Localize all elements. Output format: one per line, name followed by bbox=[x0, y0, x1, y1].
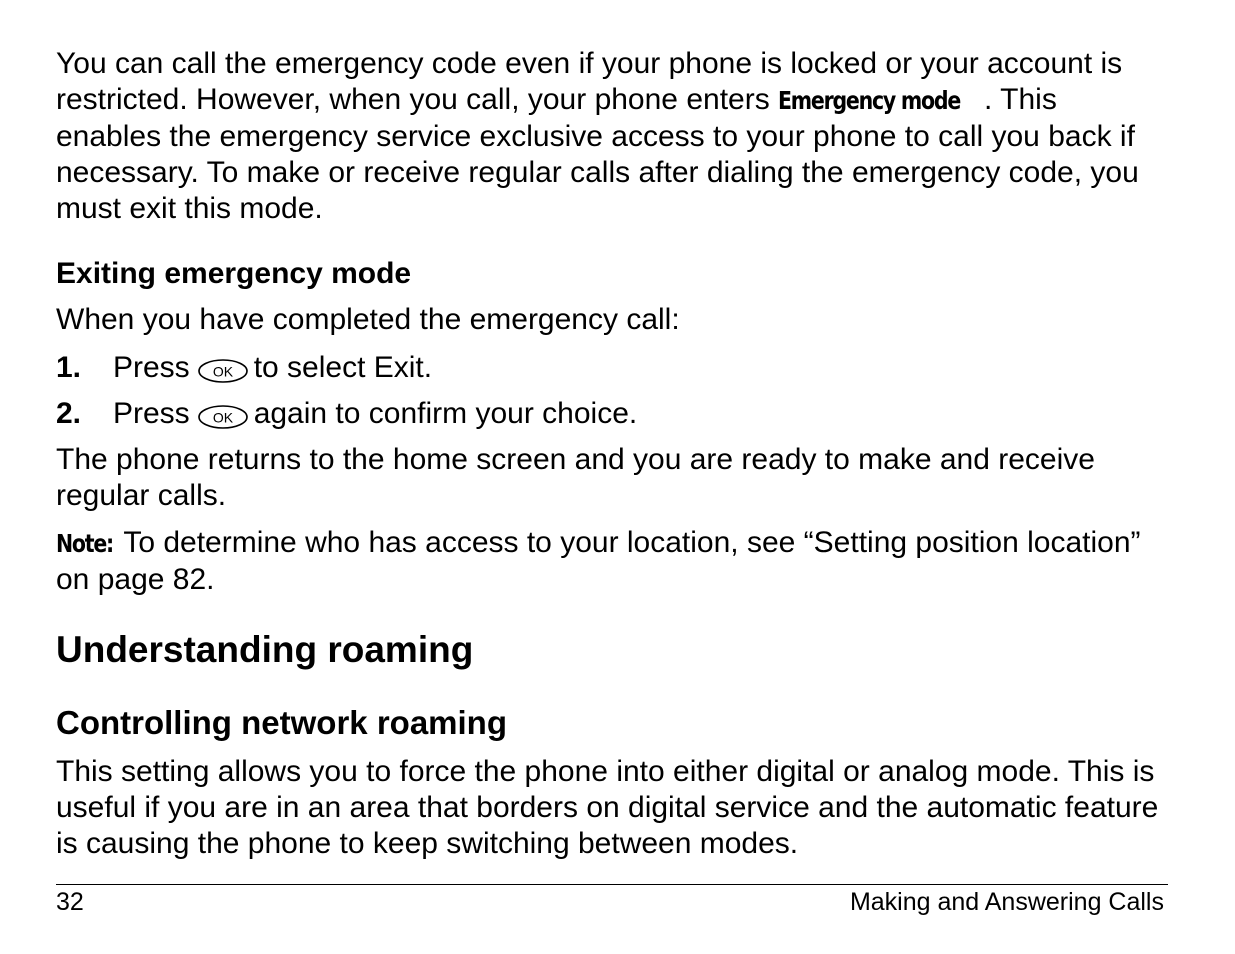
roaming-heading: Understanding roaming bbox=[56, 629, 474, 670]
result-paragraph: The phone returns to the home screen and you are ready to make and receive regular calls. bbox=[56, 443, 1095, 512]
exiting-heading: Exiting emergency mode bbox=[56, 257, 412, 290]
page-number: 32 bbox=[56, 888, 84, 916]
intro-paragraph bbox=[56, 46, 1168, 227]
ok-key-icon bbox=[196, 403, 250, 431]
step-after: again to confirm your choice. bbox=[253, 397, 638, 430]
step-after: to select Exit. bbox=[253, 351, 433, 384]
intro-text-before: You can call the emergency code even if your phone is locked or your account is restricted. However, when you call, your phone enters bbox=[56, 47, 1123, 116]
roaming-body: This setting allows you to force the phone into either digital or analog mode. This is useful if you are in an area that borders on digital service and the automatic feature is causing the phone to keep switching between modes. bbox=[56, 755, 1159, 860]
note-paragraph bbox=[56, 525, 1168, 598]
intro-text-after: . This enables the emergency service exclusive access to your phone to call you back if necessary. To make or receive regular calls after dialing the emergency code, you must exit this mode. bbox=[56, 83, 1139, 225]
note-label: Note: bbox=[56, 529, 114, 558]
roaming-subheading: Controlling network roaming bbox=[56, 704, 507, 741]
step-number: 1. bbox=[56, 351, 82, 384]
exiting-lead: When you have completed the emergency call: bbox=[56, 303, 680, 336]
emergency-mode-term: Emergency mode bbox=[778, 86, 961, 115]
footer-divider bbox=[56, 884, 1168, 885]
chapter-title: Making and Answering Calls bbox=[849, 888, 1164, 916]
note-text: To determine who has access to your location, see “Setting position location” on page 82. bbox=[56, 526, 1141, 596]
svg-text:OK: OK bbox=[212, 363, 233, 380]
step-text bbox=[113, 396, 637, 432]
step-number: 2. bbox=[56, 397, 82, 430]
svg-text:OK: OK bbox=[212, 409, 233, 426]
ok-key-icon bbox=[196, 357, 250, 385]
step-before: Press bbox=[113, 351, 190, 384]
step-text bbox=[113, 350, 432, 386]
step-before: Press bbox=[113, 397, 190, 430]
